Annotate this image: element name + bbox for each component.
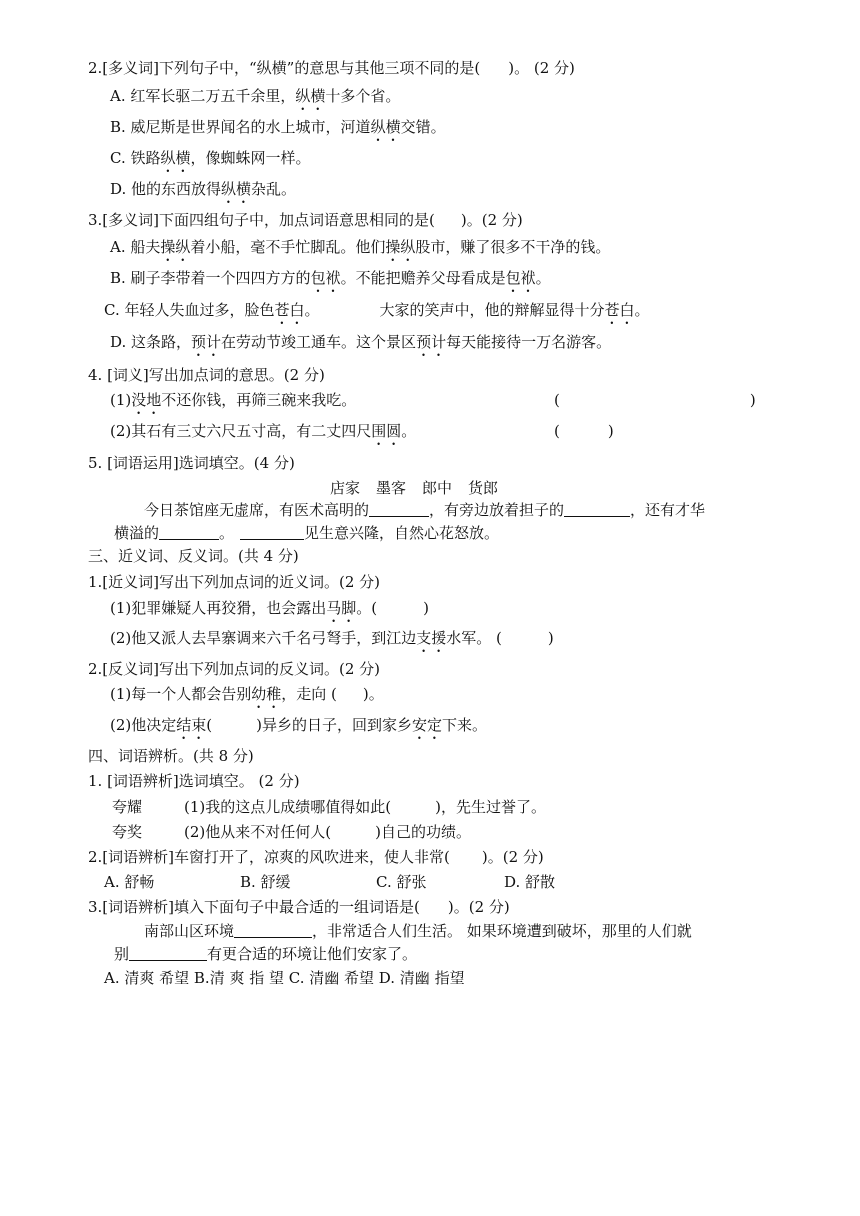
fill-blank[interactable]: [129, 945, 207, 961]
q5-paragraph-line-1: 今日茶馆座无虚席，有医术高明的 ，有旁边放着担子的 ，还有才华: [144, 501, 706, 519]
q4-sentence-2: (2)其石有三丈六尺五寸高，有二丈四尺围圆。: [110, 422, 417, 440]
dotted-word: 操纵: [160, 238, 191, 256]
word-bank-item: 货郎: [468, 479, 499, 497]
section-3-heading: 三、近义词、反义词。(共 4 分): [88, 547, 299, 565]
word-bank-item: 郎中: [422, 479, 453, 497]
dotted-word: 纵横: [221, 180, 252, 198]
fill-blank[interactable]: [240, 524, 304, 540]
word-bank-item: 店家: [330, 479, 361, 497]
q5-stem: 5. [词语运用]选词填空。(4 分): [88, 454, 295, 472]
dotted-word: 预计: [416, 333, 447, 351]
word-choice: 夸耀: [112, 798, 143, 816]
option-a[interactable]: A. 舒畅: [104, 873, 155, 891]
dotted-word: 结束: [176, 716, 207, 734]
q2-option-c: C. 铁路纵横，像蜘蛛网一样。: [110, 149, 311, 167]
fill-blank[interactable]: [159, 524, 219, 540]
dotted-word: 纵横: [370, 118, 401, 136]
dotted-word: 包袱: [310, 269, 341, 287]
q4-answer-paren-2[interactable]: ( ): [554, 422, 614, 440]
fill-blank[interactable]: [234, 922, 312, 938]
s3-q2-sentence-2: (2)他决定结束( )异乡的日子，回到家乡安定下来。: [110, 716, 488, 734]
s3-q2-sentence-1: (1)每一个人都会告别幼稚，走向 ( )。: [110, 685, 384, 703]
s3-q1-sentence-1: (1)犯罪嫌疑人再狡猾，也会露出马脚。( ): [110, 599, 429, 617]
q5-paragraph-line-2: 横溢的 。 见生意兴隆，自然心花怒放。: [114, 524, 500, 542]
q5-word-bank: [330, 478, 498, 498]
dotted-word: 包袱: [505, 269, 536, 287]
q4-sentence-1: (1)没地不还你钱，再筛三碗来我吃。: [110, 391, 357, 409]
dotted-word: 没地: [131, 391, 162, 409]
option-b[interactable]: B. 舒缓: [240, 873, 291, 891]
q2-stem-text: 2.[多义词]下列句子中，“纵横”的意思与其他三项不同的是(: [88, 59, 481, 77]
fill-blank[interactable]: [369, 501, 429, 517]
q4-answer-paren-1[interactable]: ( ): [554, 391, 756, 409]
dotted-word: 纵横: [295, 87, 326, 105]
option-d[interactable]: D. 舒散: [504, 873, 556, 891]
dotted-word: 操纵: [385, 238, 416, 256]
s4-q3-paragraph-line-1: 南部山区环境 ，非常适合人们生活。 如果环境遭到破坏，那里的人们就: [144, 922, 692, 940]
q2-option-d: D. 他的东西放得纵横杂乱。: [110, 180, 297, 198]
word-bank-item: 墨客: [376, 479, 407, 497]
s3-q1-stem: 1.[近义词]写出下列加点词的近义词。(2 分): [88, 573, 381, 591]
word-choice: 夸奖: [112, 823, 143, 841]
dotted-word: 马脚: [326, 599, 357, 617]
s4-q1-row-2: 夸奖 (2)他从来不对任何人( )自己的功绩。: [112, 823, 471, 841]
q2-stem-score: )。 (2 分): [508, 59, 575, 77]
s4-q1-stem: 1. [词语辨析]选词填空。 (2 分): [88, 772, 300, 790]
q3-option-d: D. 这条路，预计在劳动节竣工通车。这个景区预计每天能接待一万名游客。: [110, 333, 612, 351]
q2-stem: [88, 58, 575, 78]
q3-option-b: B. 刷子李带着一个四四方方的包袱。不能把赡养父母看成是包袱。: [110, 269, 551, 287]
q3-option-a: A. 船夫操纵着小船，毫不手忙脚乱。他们操纵股市，赚了很多不干净的钱。: [110, 238, 611, 256]
dotted-word: 围圆: [371, 422, 402, 440]
s4-q3-paragraph-line-2: 别 有更合适的环境让他们安家了。: [114, 945, 418, 963]
dotted-word: 苍白: [274, 301, 305, 319]
s3-q2-stem: 2.[反义词]写出下列加点词的反义词。(2 分): [88, 660, 381, 678]
dotted-word: 安定: [411, 716, 442, 734]
s3-q1-sentence-2: (2)他又派人去旱寨调来六千名弓弩手，到江边支援水军。 ( ): [110, 629, 554, 647]
q2-option-a: A. 红军长驱二万五千余里，纵横十多个省。: [110, 87, 401, 105]
q3-option-c: C. 年轻人失血过多，脸色苍白。 大家的笑声中，他的辩解显得十分苍白。: [104, 301, 650, 319]
dotted-word: 幼稚: [251, 685, 282, 703]
q3-stem: 3.[多义词]下面四组句子中，加点词语意思相同的是( )。(2 分): [88, 211, 523, 229]
s4-q3-stem: 3.[词语辨析]填入下面句子中最合适的一组词语是( )。(2 分): [88, 898, 510, 916]
option-c[interactable]: C. 舒张: [376, 873, 427, 891]
q4-stem: 4. [词义]写出加点词的意思。(2 分): [88, 366, 325, 384]
s4-q3-options[interactable]: A. 清爽 希望 B.清 爽 指 望 C. 清幽 希望 D. 清幽 指望: [104, 969, 465, 987]
dotted-word: 纵横: [160, 149, 191, 167]
dotted-word: 苍白: [604, 301, 635, 319]
s4-q1-row-1: 夸耀 (1)我的这点儿成绩哪值得如此( )，先生过誉了。: [112, 798, 546, 816]
s4-q2-stem: 2.[词语辨析]车窗打开了，凉爽的风吹进来，使人非常( )。(2 分): [88, 848, 544, 866]
dotted-word: 预计: [191, 333, 222, 351]
q2-option-b: B. 威尼斯是世界闻名的水上城市，河道纵横交错。: [110, 118, 446, 136]
section-4-heading: 四、词语辨析。(共 8 分): [88, 747, 254, 765]
s4-q2-options: [104, 872, 555, 892]
dotted-word: 支援: [416, 629, 447, 647]
fill-blank[interactable]: [564, 501, 630, 517]
